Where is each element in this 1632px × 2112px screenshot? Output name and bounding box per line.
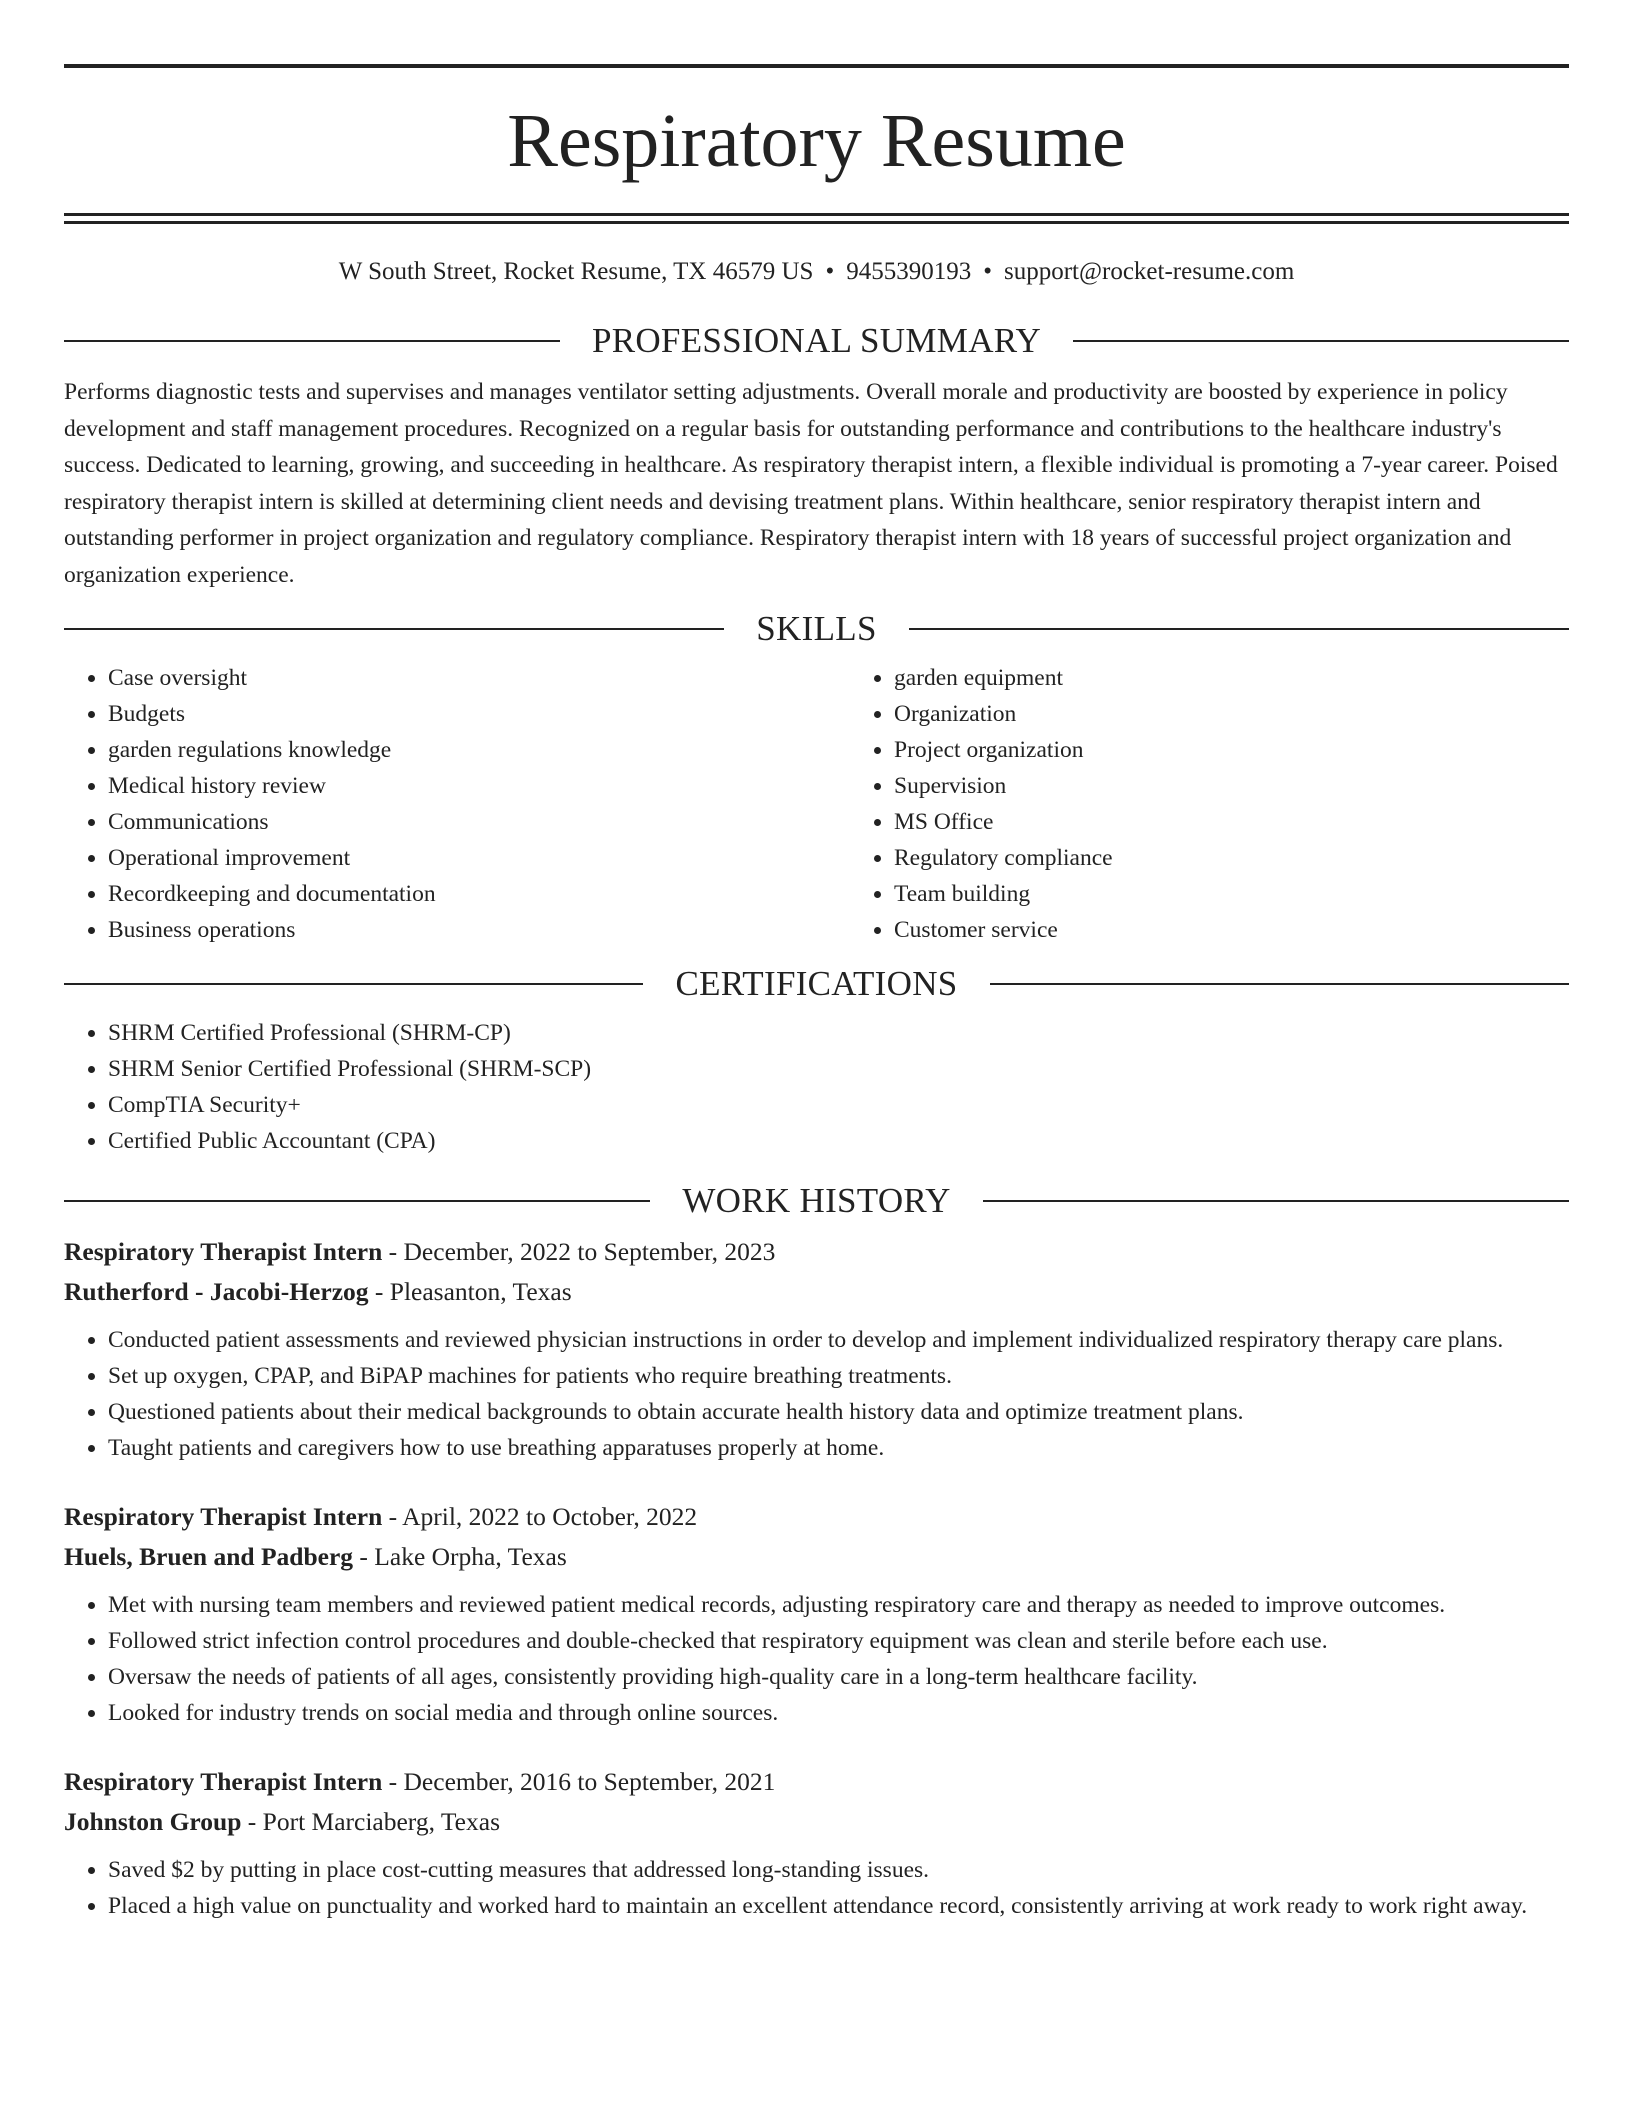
job-bullets (64, 1322, 1569, 1466)
job-dates: April, 2022 to October, 2022 (402, 1502, 698, 1531)
job-title-line: Respiratory Therapist Intern - December, 2022 to September, 2023 (64, 1237, 776, 1266)
job-entry (64, 1232, 1569, 1466)
contact-line (64, 258, 1569, 286)
job-company-line: Rutherford - Jacobi-Herzog - Pleasanton, Texas (64, 1277, 572, 1306)
resume-title: Respiratory Resume (507, 99, 1126, 183)
job-bullet: • Set up oxygen, CPAP, and BiPAP machines for patients who require breathing treatments. (108, 1358, 1569, 1394)
skill-item: • garden equipment (894, 660, 1569, 696)
job-bullet: • Saved $2 by putting in place cost-cutting measures that addressed long-standing issues. (108, 1852, 1569, 1888)
heading-rule-left (64, 340, 560, 342)
skill-item: • Team building (894, 876, 1569, 912)
job-bullet: • Met with nursing team members and reviewed patient medical records, adjusting respiratory care and therapy as needed to improve outcomes. (108, 1587, 1569, 1623)
heading-rule-left (64, 983, 643, 985)
skill-item: • Supervision (894, 768, 1569, 804)
summary-heading (64, 323, 1569, 358)
skill-item: • MS Office (894, 804, 1569, 840)
skills-heading (64, 611, 1569, 646)
job-company: Rutherford - Jacobi-Herzog (64, 1277, 369, 1306)
skill-item: • Organization (894, 696, 1569, 732)
certification-item: • Certified Public Accountant (CPA) (108, 1123, 1569, 1159)
job-bullet: • Followed strict infection control procedures and double-checked that respiratory equipment was clean and sterile before each use. (108, 1623, 1569, 1659)
job-bullet: • Placed a high value on punctuality and worked hard to maintain an excellent attendance record, consistently arriving at work ready to work right away. (108, 1888, 1569, 1924)
skill-item: • Medical history review (108, 768, 850, 804)
skill-item: • Operational improvement (108, 840, 850, 876)
job-dates: December, 2022 to September, 2023 (403, 1237, 776, 1266)
job-title-line: Respiratory Therapist Intern - April, 2022 to October, 2022 (64, 1502, 698, 1531)
job-bullet: • Looked for industry trends on social media and through online sources. (108, 1695, 1569, 1731)
job-company-line: Johnston Group - Port Marciaberg, Texas (64, 1807, 500, 1836)
job-company: Huels, Bruen and Padberg (64, 1542, 354, 1571)
skills-columns (64, 660, 1569, 948)
job-company: Johnston Group (64, 1807, 242, 1836)
job-entry (64, 1497, 1569, 1731)
skill-item: • Budgets (108, 696, 850, 732)
work-history-heading (64, 1183, 1569, 1218)
skill-item: • Case oversight (108, 660, 850, 696)
contact-email[interactable]: support@rocket-resume.com (1003, 258, 1295, 285)
certifications-list (64, 1015, 1569, 1159)
heading-rule-left (64, 628, 724, 630)
job-bullet: • Questioned patients about their medical backgrounds to obtain accurate health history data and optimize treatment plans. (108, 1394, 1569, 1430)
job-dates: December, 2016 to September, 2021 (403, 1767, 776, 1796)
job-title: Respiratory Therapist Intern (64, 1767, 383, 1796)
skill-item: • Recordkeeping and documentation (108, 876, 850, 912)
skill-item: • Customer service (894, 912, 1569, 948)
heading-rule-right (909, 628, 1569, 630)
top-rule (64, 64, 1569, 68)
job-title: Respiratory Therapist Intern (64, 1237, 383, 1266)
skill-item: • Project organization (894, 732, 1569, 768)
job-entry (64, 1762, 1569, 1924)
heading-rule-right (983, 1200, 1569, 1202)
heading-rule-right (990, 983, 1569, 985)
certification-item: • SHRM Senior Certified Professional (SHRM-SCP) (108, 1051, 1569, 1087)
certifications-title: CERTIFICATIONS (675, 964, 958, 1003)
job-bullets (64, 1587, 1569, 1731)
title-double-rule (64, 213, 1569, 224)
skill-item: • Regulatory compliance (894, 840, 1569, 876)
heading-rule-left (64, 1200, 650, 1202)
summary-text: Performs diagnostic tests and supervises and manages ventilator setting adjustments. Overall morale and productivity are boosted by experience in policy development and staff management procedures. Recognized on a regular basis for outstanding performance and contributions to the healthcare industry's success. Dedicated to learning, growing, and succeeding in healthcare. As respiratory therapist intern, a flexible individual is promoting a 7-year career. Poised respiratory therapist intern is skilled at determining client needs and devising treatment plans. Within healthcare, senior respiratory therapist intern and outstanding performer in project organization and regulatory compliance. Respiratory therapist intern with 18 years of successful project organization and organization experience. (64, 379, 1558, 588)
job-bullets (64, 1852, 1569, 1924)
skill-item: • Business operations (108, 912, 850, 948)
job-bullet: • Oversaw the needs of patients of all ages, consistently providing high-quality care in a long-term healthcare facility. (108, 1659, 1569, 1695)
job-location: Port Marciaberg, Texas (262, 1807, 500, 1836)
certifications-heading (64, 966, 1569, 1001)
skills-title: SKILLS (756, 609, 877, 648)
job-title-line: Respiratory Therapist Intern - December, 2016 to September, 2021 (64, 1767, 776, 1796)
contact-address: W South Street, Rocket Resume, TX 46579 US (338, 258, 814, 285)
skills-list-left (64, 660, 850, 948)
job-location: Pleasanton, Texas (389, 1277, 572, 1306)
contact-phone: 9455390193 (846, 258, 972, 285)
skill-item: • Communications (108, 804, 850, 840)
job-company-line: Huels, Bruen and Padberg - Lake Orpha, Texas (64, 1542, 567, 1571)
skills-list-right (850, 660, 1569, 948)
summary-title: PROFESSIONAL SUMMARY (591, 321, 1042, 360)
job-title: Respiratory Therapist Intern (64, 1502, 383, 1531)
job-bullet: • Taught patients and caregivers how to use breathing apparatuses properly at home. (108, 1430, 1569, 1466)
contact-separator: • (825, 258, 835, 285)
certification-item: • SHRM Certified Professional (SHRM-CP) (108, 1015, 1569, 1051)
heading-rule-right (1073, 340, 1569, 342)
contact-separator: • (983, 258, 992, 285)
job-location: Lake Orpha, Texas (374, 1542, 567, 1571)
work-history-title: WORK HISTORY (682, 1181, 951, 1220)
skill-item: • garden regulations knowledge (108, 732, 850, 768)
job-bullet: • Conducted patient assessments and reviewed physician instructions in order to develop and implement individualized respiratory therapy care plans. (108, 1322, 1569, 1358)
certification-item: • CompTIA Security+ (108, 1087, 1569, 1123)
